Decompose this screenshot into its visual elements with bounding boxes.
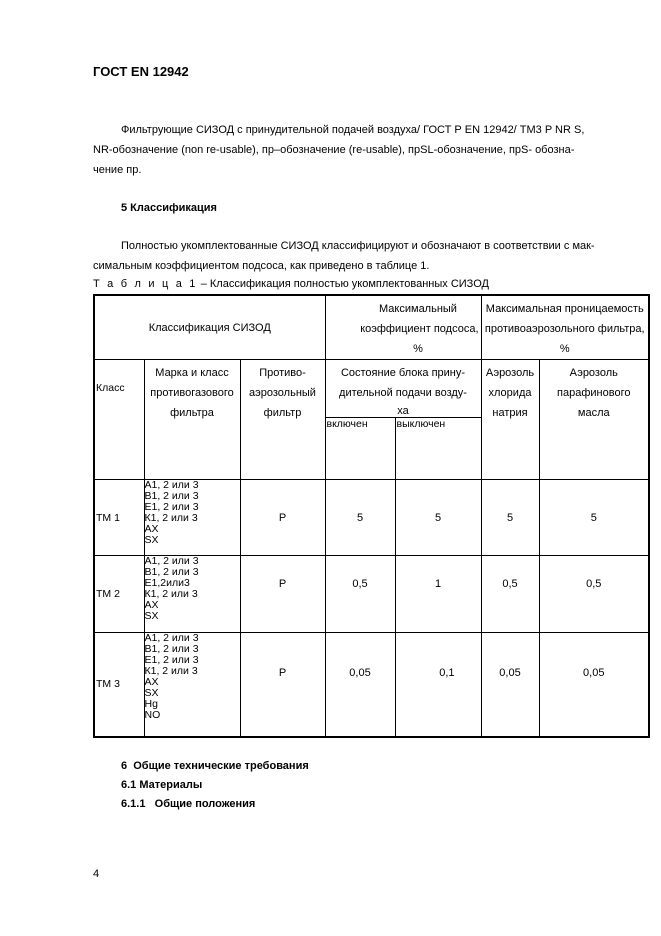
head-anti <box>240 360 325 480</box>
cell-filter: P <box>240 556 325 633</box>
cell-on: 5 <box>325 480 395 556</box>
head-state-3: ха <box>397 405 409 417</box>
table-row <box>94 633 649 737</box>
cell-paraffin: 0,5 <box>539 556 649 633</box>
mark-item: SX <box>144 687 159 699</box>
mark-item: А1, 2 или 3 <box>144 632 199 644</box>
cell-on: 0,05 <box>325 633 395 737</box>
mark-item: К1, 2 или 3 <box>144 588 198 600</box>
head-nacl-3: натрия <box>492 407 528 419</box>
mark-item: АХ <box>144 676 159 688</box>
cell-filter: P <box>240 480 325 556</box>
head-max-coef-2: коэффициент подсоса, <box>360 323 479 335</box>
mark-item: SX <box>144 534 159 546</box>
cell-off: 0,1 <box>395 633 481 737</box>
head-nacl-1: Аэрозоль <box>485 367 535 379</box>
mark-item: Е1, 2 или 3 <box>144 501 199 513</box>
head-max-coef <box>325 295 481 360</box>
mark-item: NO <box>144 709 161 721</box>
cell-nacl: 0,05 <box>481 633 539 737</box>
head-max-coef-3: % <box>413 343 423 355</box>
head-max-perm-1: Максимальная проницаемость <box>485 303 644 315</box>
mark-item: Hg <box>144 698 158 710</box>
section-5-heading: 5 Классификация <box>121 202 217 214</box>
cell-class: ТМ 1 <box>94 480 144 556</box>
mark-item: В1, 2 или 3 <box>144 490 199 502</box>
cell-marks <box>144 556 240 633</box>
intro-line-3: чение пр. <box>93 164 142 176</box>
head-max-coef-1: Максимальный <box>379 303 457 315</box>
head-paraffin-2: парафинового <box>557 387 631 399</box>
head-paraffin-1: Аэрозоль <box>569 367 618 379</box>
cell-paraffin: 5 <box>539 480 649 556</box>
mark-item: Е1,2или3 <box>144 577 190 589</box>
head-off: выключен <box>395 418 481 480</box>
cell-nacl: 5 <box>481 480 539 556</box>
head-on: включен <box>325 418 395 480</box>
cell-off: 5 <box>395 480 481 556</box>
mark-item: В1, 2 или 3 <box>144 566 199 578</box>
cell-marks <box>144 633 240 737</box>
cell-nacl: 0,5 <box>481 556 539 633</box>
head-paraffin-3: масла <box>577 407 610 419</box>
head-mark-3: фильтра <box>170 407 214 419</box>
head-class: Класс <box>94 360 144 480</box>
head-state <box>325 360 481 418</box>
intro-line-1: Фильтрующие СИЗОД с принудительной подачей воздуха/ ГОСТ Р EN 12942/ ТМ3 P NR S, <box>121 124 585 136</box>
cell-marks <box>144 480 240 556</box>
head-mark-2: противогазового <box>150 387 234 399</box>
document-header: ГОСТ EN 12942 <box>93 64 189 79</box>
head-anti-1: Противо- <box>259 367 306 379</box>
head-anti-2: аэрозольный <box>249 387 316 399</box>
section-5-para-line-2: симальным коэффициентом подсоса, как приведено в таблице 1. <box>93 260 430 272</box>
table-caption <box>93 278 489 290</box>
table-caption-label: Т а б л и ц а 1 <box>93 278 198 290</box>
head-mark-1: Марка и класс <box>155 367 229 379</box>
mark-item: К1, 2 или 3 <box>144 512 198 524</box>
head-max-perm-2: противоаэрозольного фильтра, <box>484 323 645 335</box>
head-state-2: дительной подачи возду- <box>339 387 467 399</box>
cell-off: 1 <box>395 556 481 633</box>
head-anti-3: фильтр <box>263 407 302 419</box>
mark-item: В1, 2 или 3 <box>144 643 199 655</box>
cell-class: ТМ 3 <box>94 633 144 737</box>
mark-item: АХ <box>144 599 159 611</box>
cell-on: 0,5 <box>325 556 395 633</box>
table-row <box>94 556 649 633</box>
section-6-heading: 6 Общие технические требования <box>121 760 309 772</box>
head-paraffin <box>539 360 649 480</box>
head-state-1: Состояние блока прину- <box>340 367 466 379</box>
mark-item: Е1, 2 или 3 <box>144 654 199 666</box>
cell-paraffin: 0,05 <box>539 633 649 737</box>
section-6-1-1-heading: 6.1.1 Общие положения <box>121 798 256 810</box>
head-mark <box>144 360 240 480</box>
head-nacl <box>481 360 539 480</box>
head-max-perm-3: % <box>559 343 570 355</box>
cell-class: ТМ 2 <box>94 556 144 633</box>
section-5-para-line-1: Полностью укомплектованные СИЗОД классифицируют и обозначают в соответствии с мак- <box>121 240 595 252</box>
intro-line-2: NR-обозначение (non re-usable), пр–обозначение (re-usable), пpSL-обозначение, пpS- обозна- <box>93 144 575 156</box>
head-nacl-2: хлорида <box>488 387 532 399</box>
cell-filter: P <box>240 633 325 737</box>
classification-table <box>93 294 650 738</box>
mark-item: К1, 2 или 3 <box>144 665 198 677</box>
table-row <box>94 480 649 556</box>
page-number: 4 <box>93 868 100 880</box>
mark-item: А1, 2 или 3 <box>144 479 199 491</box>
mark-item: SX <box>144 610 159 622</box>
table-caption-text: – Классификация полностью укомплектованных СИЗОД <box>197 278 489 290</box>
head-classification: Классификация СИЗОД <box>94 295 325 360</box>
head-max-perm <box>481 295 649 360</box>
section-6-1-heading: 6.1 Материалы <box>121 779 203 791</box>
mark-item: АХ <box>144 523 159 535</box>
mark-item: А1, 2 или 3 <box>144 555 199 567</box>
